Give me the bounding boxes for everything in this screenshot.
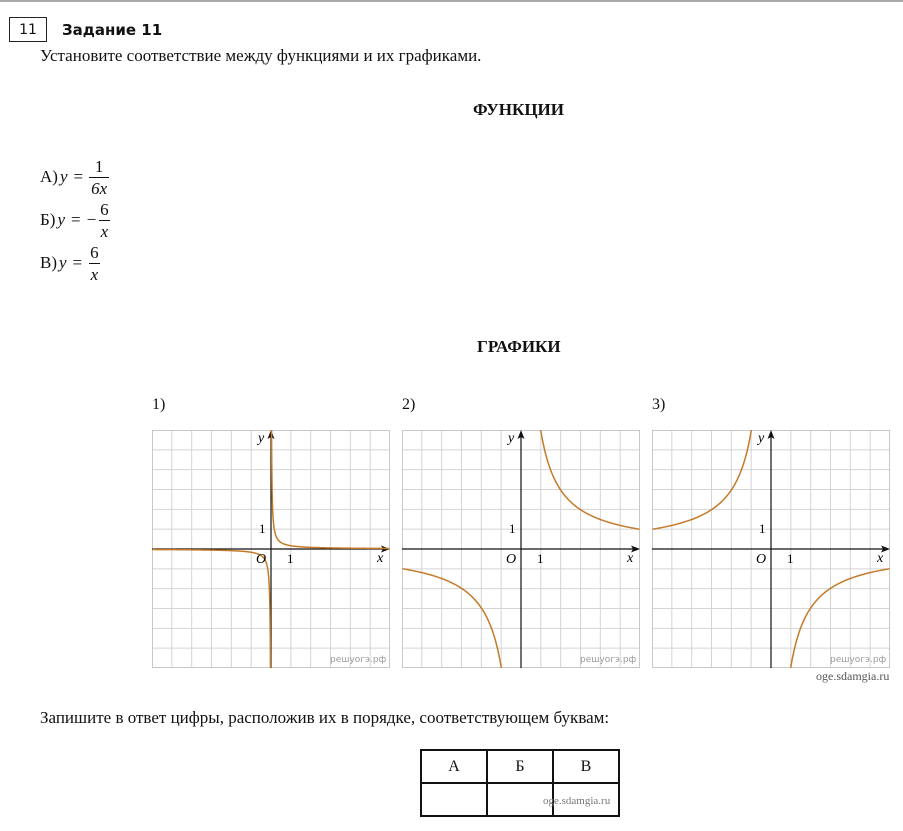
function-lhs: y (59, 253, 67, 272)
graphs-credit: oge.sdamgia.ru (816, 669, 890, 683)
x-axis-label: x (627, 551, 634, 566)
answer-header-b: Б (487, 750, 553, 783)
hyperbola-branch-right (539, 430, 639, 529)
answer-table-credit: oge.sdamgia.ru (543, 795, 611, 807)
function-c (40, 241, 101, 285)
y-unit-label: 1 (759, 521, 766, 536)
y-axis-label: y (508, 431, 515, 446)
y-unit-label: 1 (509, 521, 516, 536)
y-axis-label: y (258, 431, 265, 446)
x-unit-label: 1 (537, 551, 544, 566)
origin-label: O (756, 552, 767, 567)
function-lhs: y (59, 167, 68, 186)
answer-cell-a[interactable] (421, 783, 487, 816)
origin-label: O (256, 552, 267, 567)
x-unit-label: 1 (287, 551, 294, 566)
equals-sign: = (72, 253, 83, 272)
answer-header-c: В (553, 750, 619, 783)
graph-1 (152, 430, 390, 668)
graphs-heading: ГРАФИКИ (477, 337, 561, 356)
function-a (40, 155, 109, 199)
watermark: решуогэ.рф (830, 655, 887, 665)
function-label: А) (40, 167, 58, 186)
task-title: Задание 11 (62, 21, 163, 39)
denominator: x (100, 221, 109, 241)
graph-2 (402, 430, 640, 668)
fraction (88, 244, 101, 283)
task-number-badge: 11 (9, 17, 47, 42)
origin-label: O (506, 552, 517, 567)
answer-header-a: А (421, 750, 487, 783)
numerator: 6 (100, 199, 109, 219)
function-label: Б) (40, 210, 56, 229)
numerator: 6 (90, 242, 99, 262)
task-instruction: Установите соответствие между функциями и их графиками. (40, 46, 482, 65)
denominator: x (90, 264, 99, 284)
x-axis-label: x (377, 551, 384, 566)
hyperbola-branch-left (403, 569, 503, 668)
function-lhs: y (57, 210, 65, 229)
answer-prompt: Запишите в ответ цифры, расположив их в порядке, соответствующем буквам: (40, 708, 610, 727)
x-axis-label: x (877, 551, 884, 566)
function-b (40, 198, 111, 242)
minus-sign: − (86, 210, 97, 229)
graph-3-label: 3) (652, 396, 666, 413)
watermark: решуогэ.рф (330, 655, 387, 665)
equals-sign: = (73, 167, 84, 186)
denominator: 6x (91, 178, 108, 198)
hyperbola-branch-left (653, 430, 753, 529)
hyperbola-branch-right (789, 569, 889, 668)
numerator: 1 (94, 156, 104, 176)
equals-sign: = (70, 210, 81, 229)
answer-header-row (421, 750, 619, 783)
functions-heading: ФУНКЦИИ (473, 100, 565, 119)
watermark: решуогэ.рф (580, 655, 637, 665)
top-divider (0, 0, 903, 2)
graph-1-label: 1) (152, 396, 166, 413)
y-unit-label: 1 (259, 521, 266, 536)
graph-2-label: 2) (402, 396, 416, 413)
graph-3 (652, 430, 890, 668)
y-axis-label: y (758, 431, 765, 446)
fraction (89, 158, 109, 197)
function-label: В) (40, 253, 57, 272)
fraction (98, 201, 111, 240)
x-unit-label: 1 (787, 551, 794, 566)
